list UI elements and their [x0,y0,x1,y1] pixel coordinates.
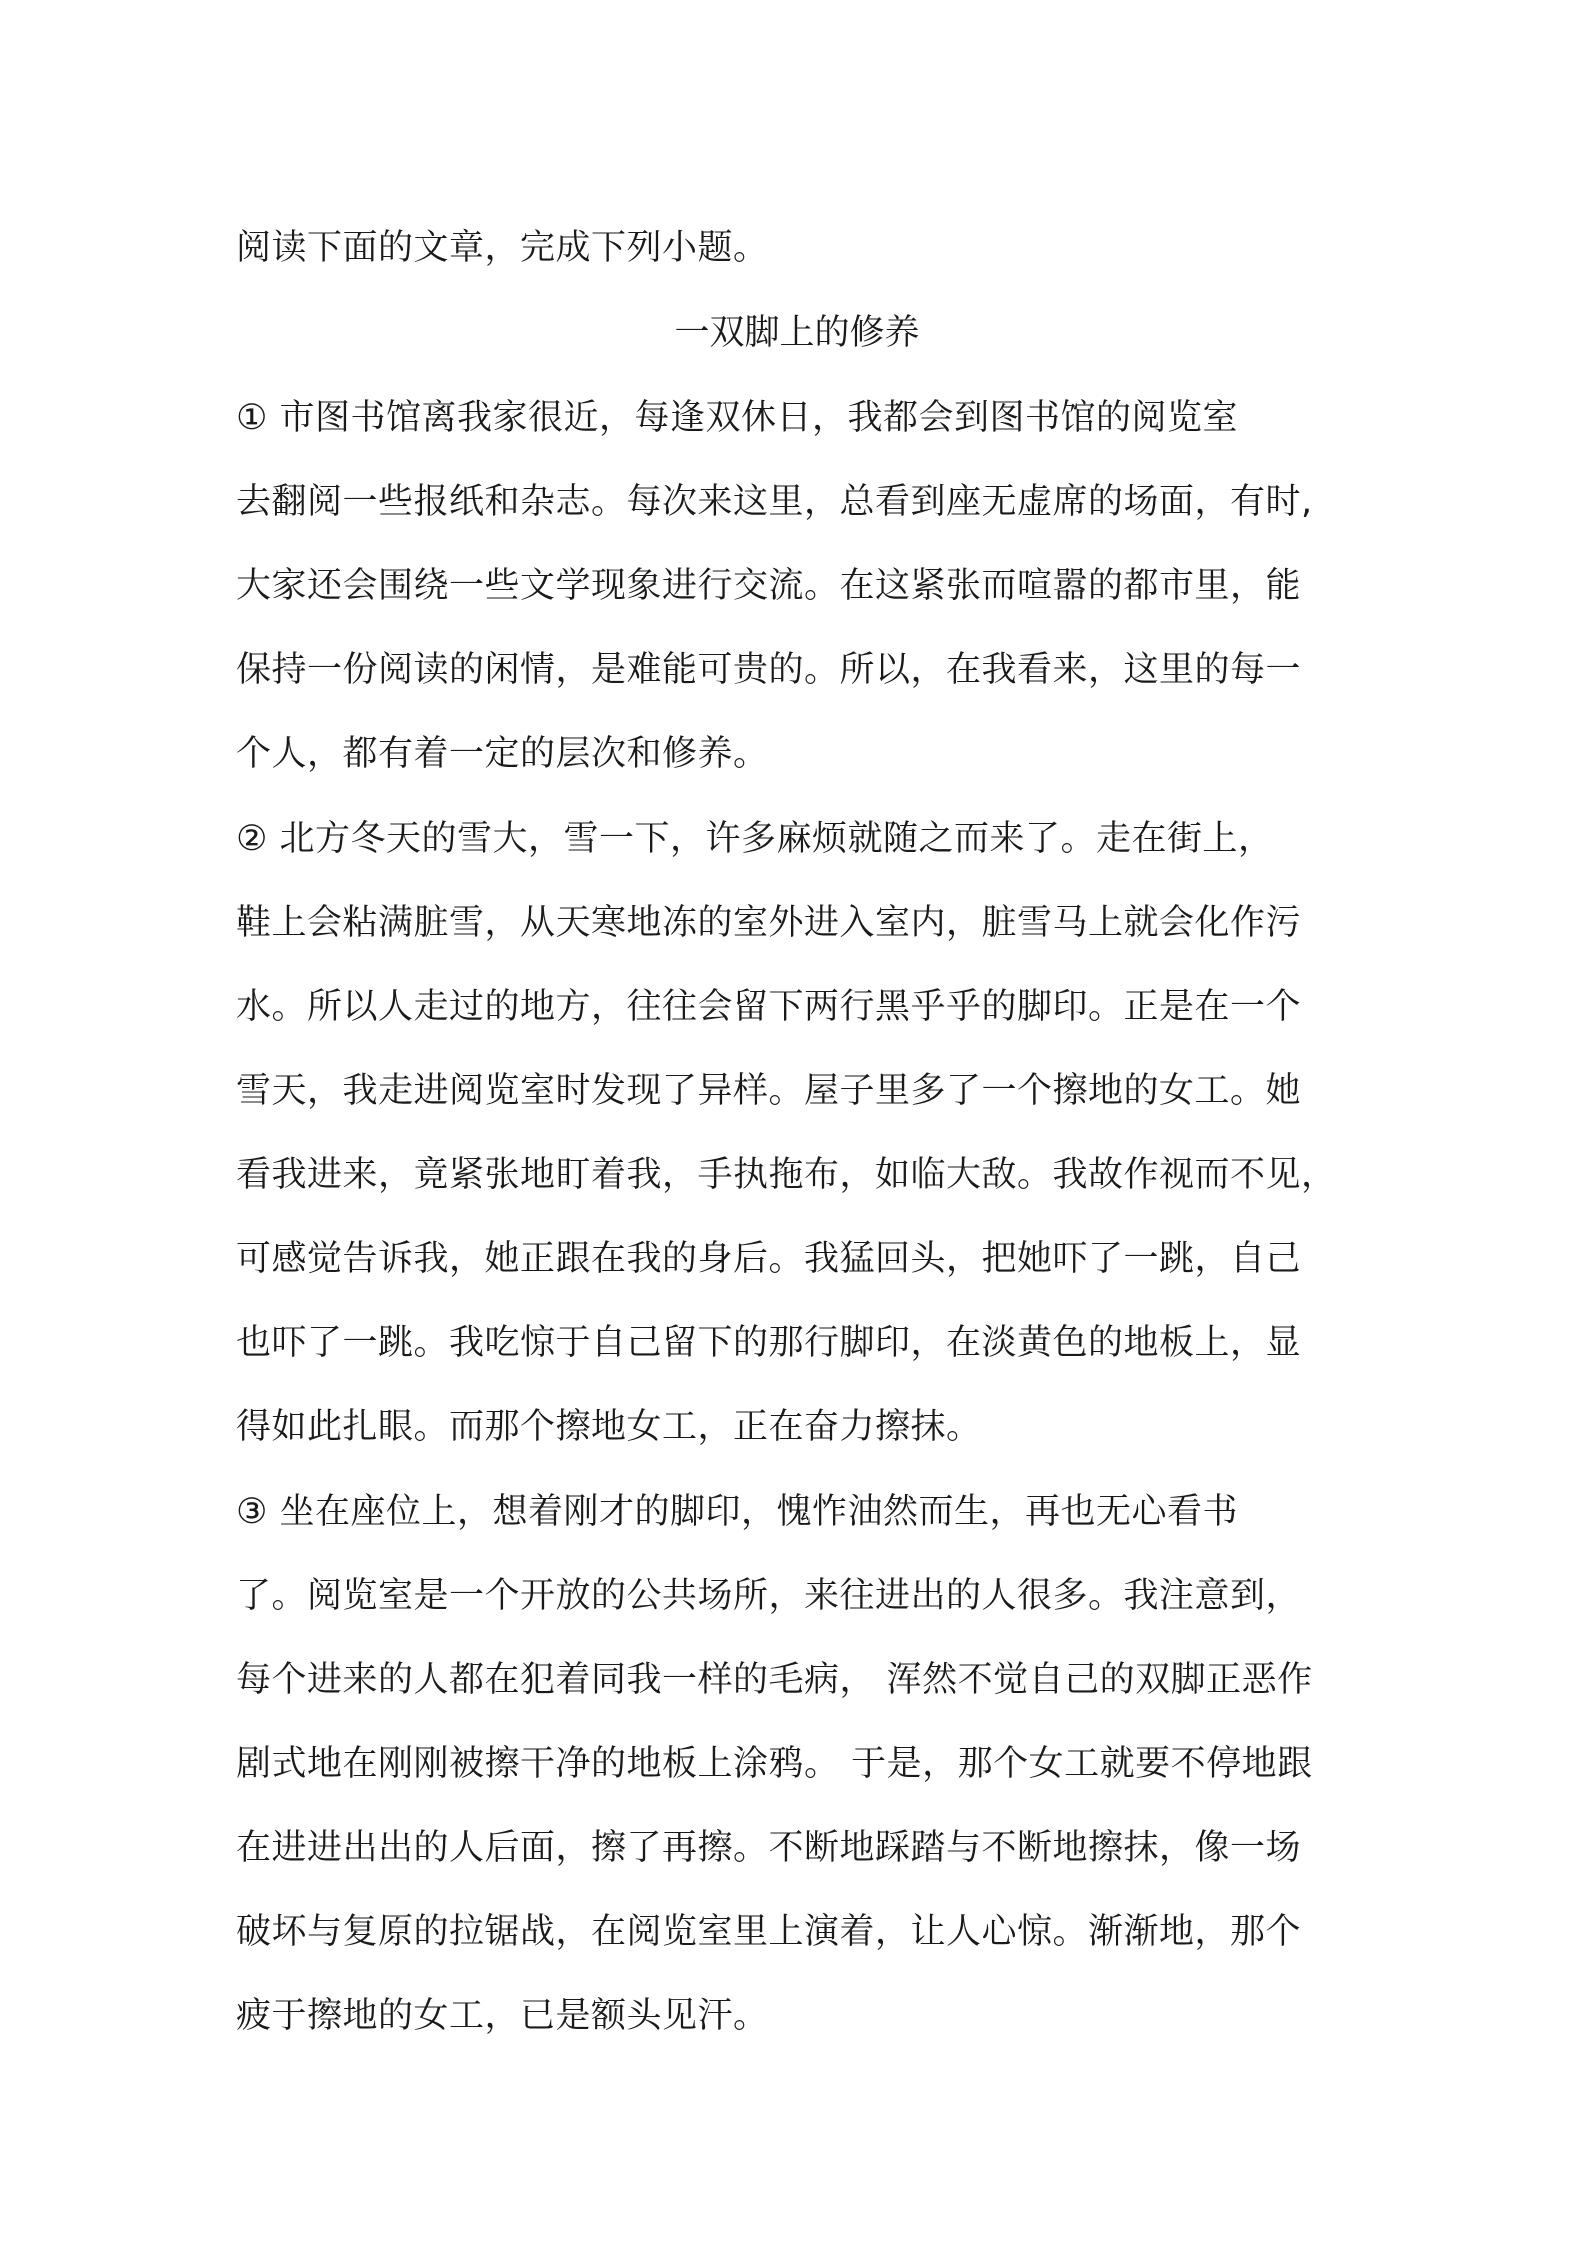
paragraph-line: 可感觉告诉我，她正跟在我的身后。我猛回头，把她吓了一跳，自己 [236,1239,1302,1279]
paragraph-line: 剧式地在刚刚被擦干净的地板上涂鸦。 于是，那个女工就要不停地跟 [236,1744,1313,1784]
paragraph-line: 看我进来，竟紧张地盯着我，手执拖布，如临大敌。我故作视而不见， [236,1155,1337,1195]
paragraph-line: 个人，都有着一定的层次和修养。 [236,734,769,774]
paragraph-line: 保持一份阅读的闲情，是难能可贵的。所以，在我看来，这里的每一 [236,650,1302,690]
paragraph-line: ① 市图书馆离我家很近，每逢双休日，我都会到图书馆的阅览室 [236,398,1239,438]
paragraph-line: 鞋上会粘满脏雪，从天寒地冻的室外进入室内，脏雪马上就会化作污 [236,903,1302,943]
paragraph-line: 在进进出出的人后面，擦了再擦。不断地踩踏与不断地擦抹，像一场 [236,1828,1302,1868]
paragraph-line: 疲于擦地的女工，已是额头见汗。 [236,1996,769,2036]
paragraph-line: 得如此扎眼。而那个擦地女工，正在奋力擦抹。 [236,1407,982,1447]
paragraph-line: 破坏与复原的拉锯战，在阅览室里上演着，让人心惊。渐渐地，那个 [236,1912,1302,1952]
paragraph-line: 雪天，我走进阅览室时发现了异样。屋子里多了一个擦地的女工。她 [236,1071,1302,1111]
paragraph-line: 大家还会围绕一些文学现象进行交流。在这紧张而喧嚣的都市里，能 [236,566,1302,606]
paragraph-line: ③ 坐在座位上，想着刚才的脚印，愧怍油然而生，再也无心看书 [236,1492,1239,1532]
paragraph-line: 每个进来的人都在犯着同我一样的毛病， 浑然不觉自己的双脚正恶作 [236,1660,1313,1700]
paragraph-line: ② 北方冬天的雪大，雪一下，许多麻烦就随之而来了。走在街上， [236,819,1274,859]
paragraph-line: 了。阅览室是一个开放的公共场所，来往进出的人很多。我注意到， [236,1576,1302,1616]
paragraph-line: 去翻阅一些报纸和杂志。每次来这里，总看到座无虚席的场面，有时, [236,482,1313,522]
paragraph-line: 也吓了一跳。我吃惊于自己留下的那行脚印，在淡黄色的地板上，显 [236,1323,1302,1363]
article-title: 一双脚上的修养 [674,313,920,353]
paragraph-line: 水。所以人走过的地方，往往会留下两行黑乎乎的脚印。正是在一个 [236,987,1302,1027]
instruction-text: 阅读下面的文章，完成下列小题。 [236,228,769,268]
